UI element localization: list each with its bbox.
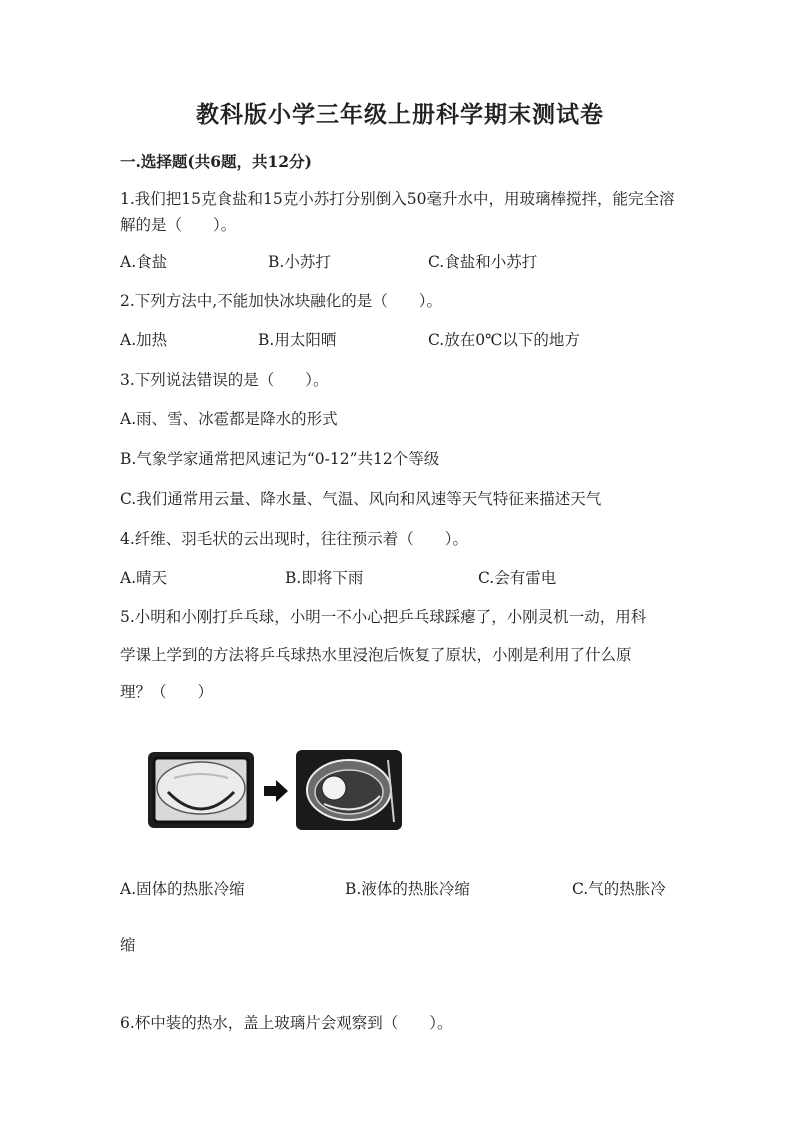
dented-ball-photo [148, 752, 254, 828]
question-5-option-a: A.固体的热胀冷缩 [120, 880, 245, 898]
question-4-option-a: A.晴天 [120, 569, 168, 587]
question-5-stem-line-1: 5.小明和小刚打乒乓球，小明一不小心把乒乓球踩瘪了，小刚灵机一动，用科 [120, 608, 647, 626]
question-2-stem: 2.下列方法中,不能加快冰块融化的是（ ）。 [120, 292, 442, 310]
ping-pong-ball-figure [148, 748, 408, 832]
question-5-stem-line-2: 学课上学到的方法将乒乓球热水里浸泡后恢复了原状，小刚是利用了什么原 [120, 646, 632, 664]
question-3-option-a: A.雨、雪、冰雹都是降水的形式 [120, 410, 338, 428]
right-arrow-icon [264, 780, 288, 802]
question-5-option-b: B.液体的热胀冷缩 [345, 880, 470, 898]
question-2-option-a: A.加热 [120, 331, 168, 349]
question-5-option-c: C.气的热胀冷 [572, 880, 666, 898]
section-heading: 一.选择题(共6题，共12分) [120, 152, 312, 171]
question-3-option-b: B.气象学家通常把风速记为“0-12”共12个等级 [120, 450, 440, 468]
question-6-stem: 6.杯中装的热水，盖上玻璃片会观察到（ ）。 [120, 1014, 453, 1032]
question-4-option-b: B.即将下雨 [285, 569, 364, 587]
question-5-option-c-continued: 缩 [120, 936, 136, 954]
question-4-stem: 4.纤维、羽毛状的云出现时，往往预示着（ ）。 [120, 530, 469, 548]
question-1-option-b: B.小苏打 [268, 253, 331, 271]
question-3-option-c: C.我们通常用云量、降水量、气温、风向和风速等天气特征来描述天气 [120, 490, 602, 508]
question-3-stem: 3.下列说法错误的是（ ）。 [120, 371, 329, 389]
question-1-stem: 1.我们把15克食盐和15克小苏打分别倒入50毫升水中，用玻璃棒搅拌，能完全溶解的是（ ）。 [120, 190, 675, 234]
question-1-option-c: C.食盐和小苏打 [428, 253, 538, 271]
page-title: 教科版小学三年级上册科学期末测试卷 [196, 101, 604, 128]
question-1-option-a: A.食盐 [120, 253, 168, 271]
question-5-stem-line-3: 理？（ ） [120, 683, 214, 701]
restored-ball-photo [296, 750, 402, 830]
question-2-option-b: B.用太阳晒 [258, 331, 337, 349]
question-2-option-c: C.放在0℃以下的地方 [428, 331, 580, 349]
question-4-option-c: C.会有雷电 [478, 569, 557, 587]
